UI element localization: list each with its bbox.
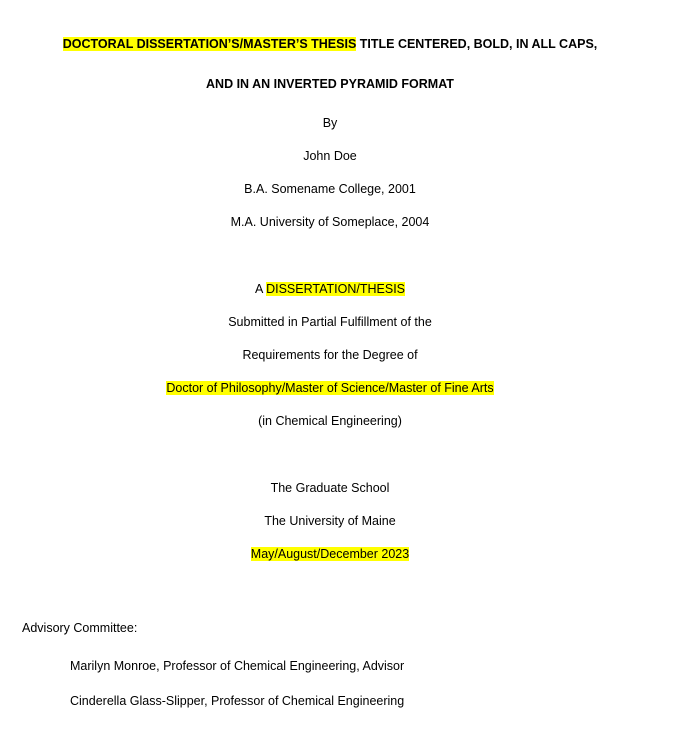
university-name: The University of Maine: [264, 514, 396, 528]
submission-line-2: Submitted in Partial Fulfillment of the: [228, 315, 432, 329]
title-line-1-rest: TITLE CENTERED, BOLD, IN ALL CAPS,: [356, 37, 598, 51]
author-name: John Doe: [303, 149, 357, 163]
title-highlight: DOCTORAL DISSERTATION’S/MASTER’S THESIS: [62, 37, 357, 51]
submission-type-highlight: DISSERTATION/THESIS: [266, 282, 406, 296]
degree-highlight: Doctor of Philosophy/Master of Science/Master of Fine Arts: [166, 381, 494, 395]
field-line: (in Chemical Engineering): [258, 414, 402, 428]
submission-type-line: [0, 281, 660, 297]
committee-member: Cinderella Glass-Slipper, Professor of Chemical Engineering: [70, 694, 405, 708]
date-highlight: May/August/December 2023: [250, 547, 410, 561]
title-line-2: AND IN AN INVERTED PYRAMID FORMAT: [206, 77, 454, 91]
by-label: By: [322, 116, 338, 130]
committee-heading: Advisory Committee:: [22, 621, 138, 635]
date-line: [0, 546, 660, 562]
submission-prefix: A: [254, 282, 267, 296]
author-degree-1: B.A. Somename College, 2001: [244, 182, 416, 196]
author-degree-2: M.A. University of Someplace, 2004: [230, 215, 430, 229]
degree-line: [0, 380, 660, 396]
title-line-1: [0, 36, 660, 52]
committee-member: Marilyn Monroe, Professor of Chemical Engineering, Advisor: [70, 659, 405, 673]
graduate-school: The Graduate School: [270, 481, 390, 495]
submission-line-3: Requirements for the Degree of: [242, 348, 418, 362]
